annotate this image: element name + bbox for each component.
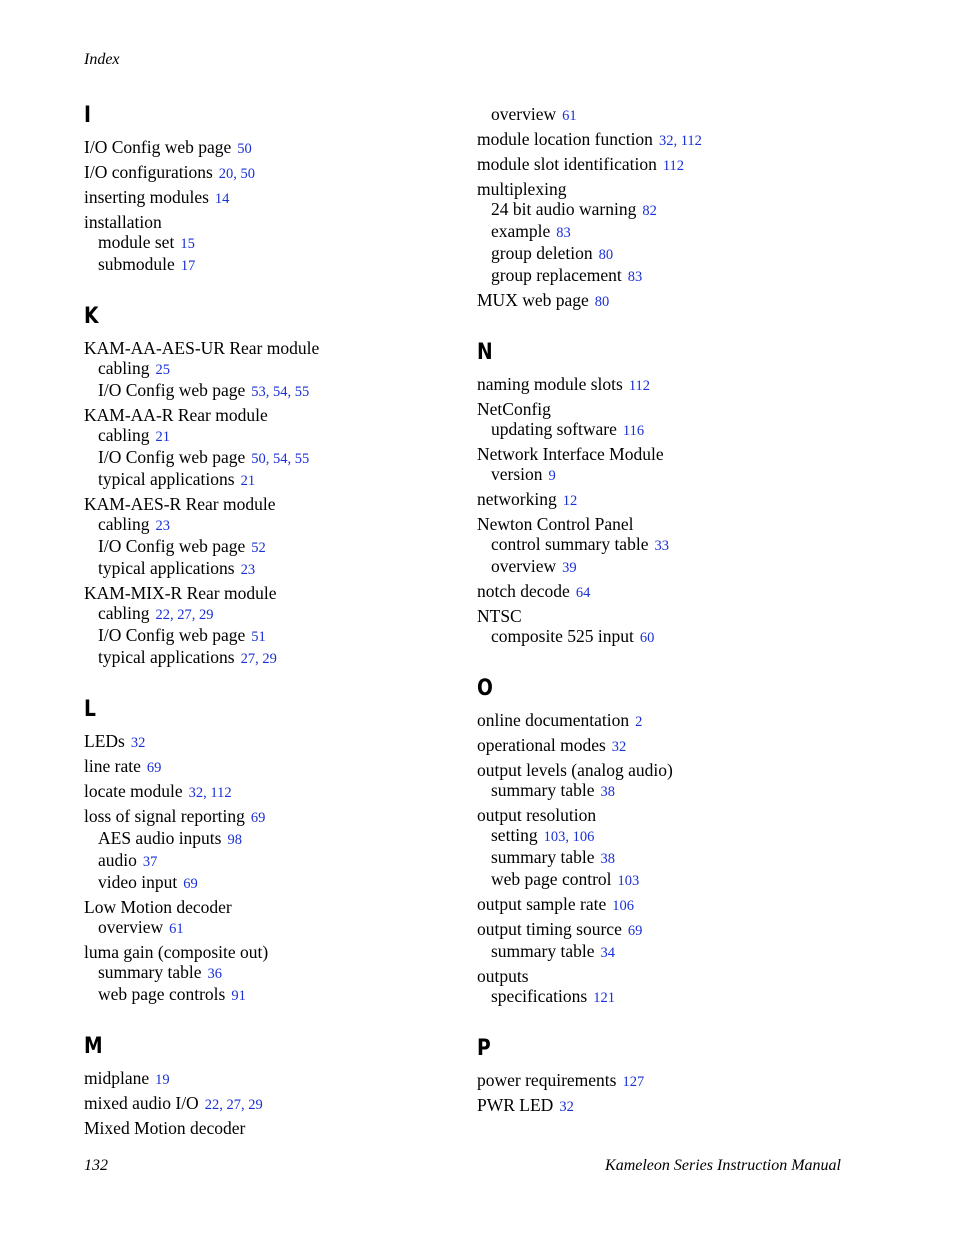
index-entry [477,399,857,419]
page-link[interactable]: 83 [627,269,643,285]
index-subentry [84,558,444,580]
index-column-right [477,104,857,1117]
page-separator: , [233,166,241,182]
page-link[interactable]: 91 [231,988,246,1004]
entry-term: cabling [98,514,150,534]
page-link[interactable]: 19 [155,1072,170,1088]
page-separator: , [255,651,263,667]
entry-term: module slot identification [477,154,657,174]
index-subentry [84,872,444,894]
entry-term: summary table [98,962,202,982]
entry-term: web page control [491,869,612,889]
index-subentry [84,917,444,939]
page-separator: , [265,451,274,467]
index-subentry [477,869,857,891]
index-entry [477,894,857,916]
entry-term: operational modes [477,735,606,755]
entry-term: summary table [491,941,595,961]
page-link[interactable]: 37 [142,854,158,870]
page-link[interactable]: 32 [188,785,204,801]
index-entry [84,338,444,358]
entry-term: PWR LED [477,1095,554,1115]
index-subentry [84,358,444,380]
index-subentry [477,825,857,847]
index-entry [477,735,857,757]
index-entry [477,919,857,941]
page-separator: , [565,829,573,845]
section-letter: O [477,676,493,701]
entry-term: specifications [491,986,588,1006]
index-entry [84,806,444,828]
section-letter: K [84,304,99,329]
entry-term: overview [98,917,164,937]
entry-term: naming module slots [477,374,623,394]
index-subentry [477,265,857,287]
page-separator: , [170,607,178,623]
page-number: 132 [84,1157,108,1174]
index-entry [477,805,857,825]
page-link[interactable]: 116 [622,423,645,439]
page-link[interactable]: 127 [622,1074,645,1090]
index-subentry [477,847,857,869]
entry-term: typical applications [98,469,235,489]
index-subentry [84,603,444,625]
page-link[interactable]: 64 [575,585,591,601]
page-link[interactable]: 112 [662,158,685,174]
page-link[interactable]: 21 [155,429,171,445]
page-link[interactable]: 32 [658,133,674,149]
page-link[interactable]: 61 [562,108,577,124]
entry-term: Newton Control Panel [477,514,634,534]
page-link[interactable]: 112 [680,133,702,149]
entry-term: module location function [477,129,653,149]
page-link[interactable]: 23 [240,562,256,578]
index-entry [477,1070,857,1092]
index-subentry [477,941,857,963]
entry-term: Mixed Motion decoder [84,1118,246,1138]
page-link[interactable]: 23 [155,518,171,534]
index-subentry [477,221,857,243]
entry-term: Network Interface Module [477,444,664,464]
page-separator: , [265,384,274,400]
page-link[interactable]: 112 [628,378,651,394]
page-link[interactable]: 34 [600,945,616,961]
entry-term: example [491,221,551,241]
page-link[interactable]: 22 [204,1097,220,1113]
entry-term: cabling [98,603,150,623]
entry-term: multiplexing [477,179,567,199]
page-link[interactable]: 29 [248,1097,263,1113]
index-entry [477,514,857,534]
page-link[interactable]: 15 [180,236,195,252]
page-link[interactable]: 69 [627,923,643,939]
page-separator: , [673,133,681,149]
entry-term: video input [98,872,178,892]
index-subentry [477,199,857,221]
page-link[interactable]: 36 [207,966,223,982]
page-link[interactable]: 82 [642,203,657,219]
page-link[interactable]: 52 [251,540,266,556]
entry-term: KAM-AA-R Rear module [84,405,268,425]
page-link[interactable]: 9 [548,468,556,484]
entry-term: installation [84,212,162,232]
index-subentry [477,419,857,441]
page-separator: , [287,384,295,400]
page-link[interactable]: 27 [226,1097,241,1113]
page-link[interactable]: 29 [199,607,214,623]
entry-term: I/O Config web page [98,625,246,645]
entry-term: output sample rate [477,894,607,914]
page-separator: , [219,1097,227,1113]
entry-term: loss of signal reporting [84,806,245,826]
index-subentry [477,556,857,578]
page-link[interactable]: 80 [598,247,614,263]
entry-term: version [491,464,543,484]
index-subentry [477,534,857,556]
entry-term: cabling [98,358,150,378]
entry-term: Low Motion decoder [84,897,232,917]
index-entry [84,942,444,962]
page-link[interactable]: 83 [556,225,571,241]
index-entry [84,731,444,753]
page-separator: , [191,607,200,623]
entry-term: group deletion [491,243,593,263]
index-subentry [84,425,444,447]
index-entry [84,756,444,778]
index-subentry [84,514,444,536]
entry-term: outputs [477,966,529,986]
page-link[interactable]: 106 [572,829,595,845]
entry-term: NetConfig [477,399,551,419]
entry-term: NTSC [477,606,522,626]
index-subentry [84,625,444,647]
entry-term: updating software [491,419,617,439]
index-column-left [84,103,444,1138]
entry-term: control summary table [491,534,649,554]
index-subentry [477,986,857,1008]
index-subentry [84,380,444,402]
page-link[interactable]: 33 [654,538,669,554]
index-entry [477,606,857,626]
page-link[interactable]: 69 [250,810,266,826]
page-link[interactable]: 121 [593,990,615,1006]
page-link[interactable]: 54 [273,384,288,400]
index-subentry [84,232,444,254]
index-subentry [84,447,444,469]
page-link[interactable]: 12 [562,493,578,509]
page-link[interactable]: 112 [210,785,232,801]
entry-term: setting [491,825,538,845]
page-separator: , [287,451,295,467]
page-link[interactable]: 32 [611,739,627,755]
index-entry [477,966,857,986]
index-entry [84,1093,444,1115]
index-entry [84,781,444,803]
entry-term: I/O configurations [84,162,213,182]
index-subentry [84,962,444,984]
entry-term: module set [98,232,175,252]
section-letter: I [84,103,91,128]
index-entry [477,154,857,176]
page-link[interactable]: 27 [177,607,192,623]
index-entry [84,187,444,209]
entry-term: line rate [84,756,141,776]
entry-term: audio [98,850,137,870]
page-link[interactable]: 32 [559,1099,574,1115]
entry-term: inserting modules [84,187,209,207]
page-link[interactable]: 50 [237,141,252,157]
section-letter: L [84,697,96,722]
section-letter: M [84,1034,103,1059]
entry-term: AES audio inputs [98,828,222,848]
page-link[interactable]: 103 [617,873,640,889]
running-header: Index [84,51,120,68]
index-subentry [477,464,857,486]
entry-term: summary table [491,780,595,800]
manual-title: Kameleon Series Instruction Manual [605,1157,841,1174]
page-link[interactable]: 60 [639,630,655,646]
page-link[interactable]: 69 [146,760,162,776]
index-subentry [477,780,857,802]
index-entry [84,583,444,603]
index-subentry [84,828,444,850]
entry-term: online documentation [477,710,630,730]
entry-term: summary table [491,847,595,867]
index-subentry [477,243,857,265]
page-link[interactable]: 98 [227,832,242,848]
entry-term: midplane [84,1068,150,1088]
index-entry [477,489,857,511]
entry-term: typical applications [98,647,235,667]
page-link[interactable]: 21 [240,473,256,489]
page-separator: , [240,1097,249,1113]
index-entry [84,1068,444,1090]
page-separator: , [203,785,211,801]
index-entry [477,129,857,151]
index-entry [477,444,857,464]
page-link[interactable]: 29 [262,651,277,667]
index-entry [84,494,444,514]
index-entry [84,212,444,232]
entry-term: cabling [98,425,150,445]
index-subentry [84,647,444,669]
page-link[interactable]: 14 [214,191,230,207]
page-link[interactable]: 32 [130,735,146,751]
index-subentry [84,536,444,558]
page-link[interactable]: 69 [183,876,198,892]
entry-term: 24 bit audio warning [491,199,637,219]
index-entry [477,290,857,312]
entry-term: MUX web page [477,290,589,310]
entry-term: output timing source [477,919,622,939]
entry-term: notch decode [477,581,570,601]
page-link[interactable]: 55 [294,451,310,467]
entry-term: LEDs [84,731,125,751]
entry-term: I/O Config web page [98,536,246,556]
page-link[interactable]: 39 [562,560,577,576]
entry-term: web page controls [98,984,226,1004]
index-entry [84,162,444,184]
index-entry [477,581,857,603]
page-link[interactable]: 27 [240,651,256,667]
index-entry [84,897,444,917]
page-link[interactable]: 53 [251,384,266,400]
index-entry [84,405,444,425]
entry-term: networking [477,489,557,509]
entry-term: overview [491,104,557,124]
index-subentry [84,984,444,1006]
entry-term: locate module [84,781,183,801]
page-link[interactable]: 80 [594,294,610,310]
index-entry [477,179,857,199]
page-link[interactable]: 25 [155,362,171,378]
entry-term: I/O Config web page [98,447,246,467]
page-link[interactable]: 17 [180,258,196,274]
page-link[interactable]: 50 [251,451,266,467]
index-entry [477,760,857,780]
entry-term: KAM-AA-AES-UR Rear module [84,338,320,358]
index-entry [477,1095,857,1117]
index-entry [477,710,857,732]
page-link[interactable]: 61 [169,921,184,937]
entry-term: overview [491,556,557,576]
page-link[interactable]: 106 [612,898,635,914]
section-letter: P [477,1036,491,1061]
entry-term: luma gain (composite out) [84,942,269,962]
index-subentry [84,850,444,872]
index-subentry [84,254,444,276]
page-link[interactable]: 103 [543,829,566,845]
entry-term: submodule [98,254,175,274]
entry-term: power requirements [477,1070,617,1090]
entry-term: KAM-MIX-R Rear module [84,583,277,603]
page-link[interactable]: 51 [251,629,266,645]
page-link[interactable]: 20 [218,166,234,182]
entry-term: output levels (analog audio) [477,760,673,780]
entry-term: group replacement [491,265,622,285]
entry-term: composite 525 input [491,626,634,646]
entry-term: I/O Config web page [98,380,246,400]
page-link[interactable]: 2 [635,714,643,730]
page-link[interactable]: 38 [600,851,616,867]
index-subentry [477,626,857,648]
page-link[interactable]: 22 [155,607,171,623]
entry-term: KAM-AES-R Rear module [84,494,276,514]
entry-term: typical applications [98,558,235,578]
index-subentry [84,469,444,491]
entry-term: I/O Config web page [84,137,232,157]
index-subentry [477,104,857,126]
page-link[interactable]: 55 [294,384,310,400]
index-entry [84,137,444,159]
entry-term: output resolution [477,805,597,825]
section-letter: N [477,340,493,365]
index-entry [477,374,857,396]
index-entry [84,1118,444,1138]
page-link[interactable]: 54 [273,451,288,467]
entry-term: mixed audio I/O [84,1093,199,1113]
page-link[interactable]: 50 [240,166,256,182]
page-link[interactable]: 38 [600,784,616,800]
